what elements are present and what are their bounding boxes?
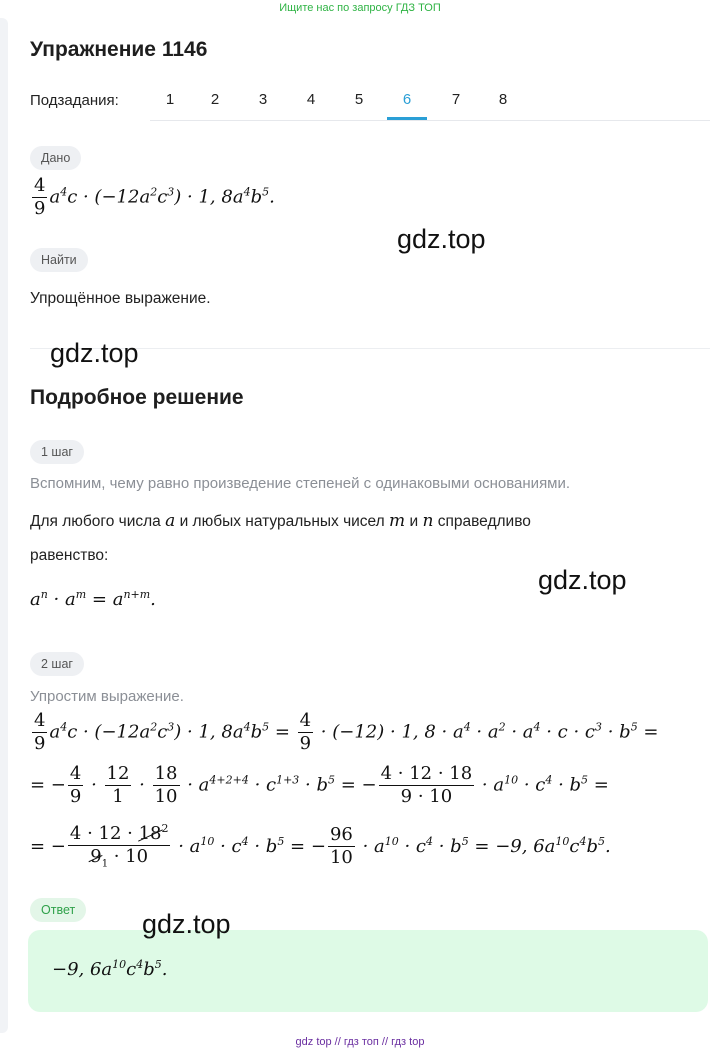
- left-rail: [0, 18, 8, 1033]
- step1-pill: 1 шаг: [30, 440, 84, 464]
- watermark: gdz.top: [142, 909, 231, 939]
- solution-line-1: $\frac{4}{9}$ $a^4c \cdot (-12a^2c^3) \cdot 1$, $8a^4b^5$ = $\frac{4}{9}$ · (−12) · 1, $8 \cdot a^4 \cdot a^2 \cdot a^4 \cdot c \cdot c^3 \cdot b^5$ =: [34, 710, 659, 754]
- find-pill: Найти: [30, 248, 88, 272]
- power-rule-formula: $a^n \cdot a^m = a^{n+m}$.: [30, 588, 156, 610]
- watermark: gdz.top: [538, 565, 627, 595]
- step2-hint: Упростим выражение.: [30, 688, 184, 705]
- solution-title: Подробное решение: [30, 386, 244, 409]
- watermark: gdz.top: [397, 224, 486, 254]
- step1-text-b: и любых натуральных чисел: [179, 513, 385, 530]
- step1-text-d: справедливо: [437, 513, 531, 530]
- search-banner[interactable]: Ищите нас по запросу ГДЗ ТОП: [279, 2, 441, 14]
- find-text: Упрощённое выражение.: [30, 290, 211, 307]
- var-m: m: [389, 511, 406, 531]
- tab-subtask-7[interactable]: 7: [451, 91, 461, 108]
- step1-text: [30, 511, 531, 531]
- tab-subtask-3[interactable]: 3: [258, 91, 268, 108]
- step1-hint: Вспомним, чему равно произведение степеней с одинаковыми основаниями.: [30, 475, 571, 492]
- tab-subtask-2[interactable]: 2: [210, 91, 220, 108]
- watermark: gdz.top: [50, 338, 139, 368]
- exercise-card: [8, 18, 720, 1033]
- step2-pill: 2 шаг: [30, 652, 84, 676]
- page-title: Упражнение 1146: [30, 38, 208, 61]
- step1-text-c: и: [409, 513, 419, 530]
- given-expression: $\frac{4}{9}$ $a^4c \cdot (-12a^2c^3) \cdot 1$, $8a^4b^5$.: [34, 175, 275, 219]
- given-pill: Дано: [30, 146, 81, 170]
- step1-text-e: равенство:: [30, 547, 109, 564]
- tab-subtask-4[interactable]: 4: [306, 91, 316, 108]
- subtasks-label: Подзадания:: [30, 92, 119, 109]
- answer-pill: Ответ: [30, 898, 86, 922]
- solution-line-3: = − $\frac{4 \cdot 12 \cdot 18^2}{9_1 \cdot 10}$ · $a^{10} \cdot c^4 \cdot b^5$ = − $\frac{96}{10}$ · $a^{10} \cdot c^4 \cdot b^5 = -9$, $6a^{10}c^4b^5$.: [30, 818, 611, 876]
- var-n: n: [422, 511, 434, 531]
- tab-subtask-5[interactable]: 5: [354, 91, 364, 108]
- tab-subtask-8[interactable]: 8: [498, 91, 508, 108]
- answer-expression: −9, $6a^{10}c^4b^5$.: [52, 958, 168, 980]
- subtasks-tabs: [150, 82, 710, 121]
- var-a: a: [165, 511, 176, 531]
- tab-subtask-6[interactable]: 6: [387, 82, 427, 120]
- tab-subtask-1[interactable]: 1: [165, 91, 175, 108]
- answer-box: [28, 930, 708, 1012]
- footer-links[interactable]: gdz top // гдз топ // гдз top: [295, 1036, 425, 1048]
- step1-text-a: Для любого числа: [30, 513, 161, 530]
- solution-line-2: = − $\frac{4}{9}$ · $\frac{12}{1}$ · $\frac{18}{10}$ · $a^{4+2+4} \cdot c^{1+3} \cdot b^5$ = − $\frac{4 \cdot 12 \cdot 18}{9 \cdot 10}$ · $a^{10} \cdot c^4 \cdot b^5$ =: [30, 763, 609, 807]
